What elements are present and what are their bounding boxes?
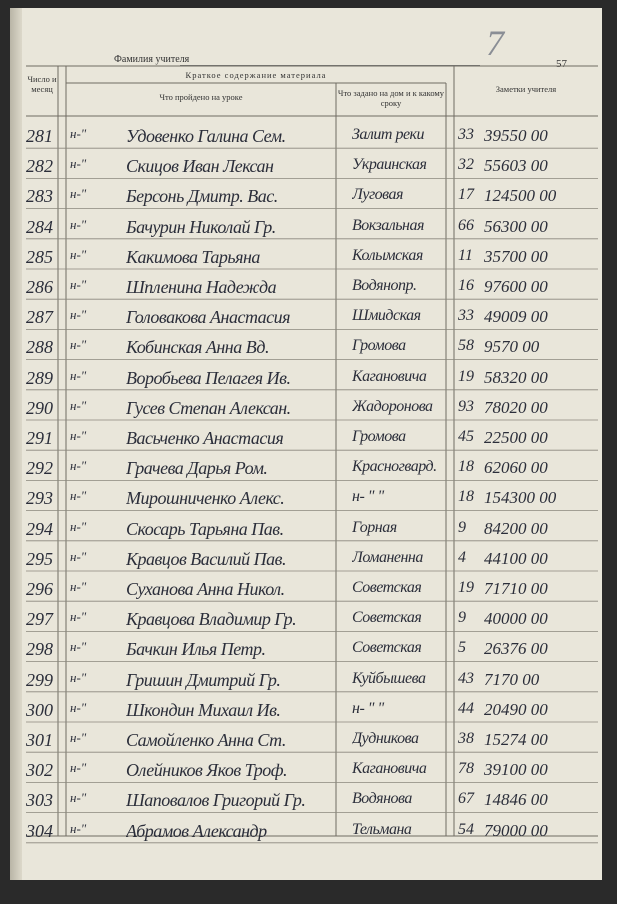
row-number: 293 <box>26 488 53 509</box>
row-street: Вокзальная <box>352 216 424 234</box>
row-number: 283 <box>26 186 53 207</box>
row-house: 67 <box>458 790 474 808</box>
row-street: Советская <box>352 609 422 627</box>
row-sum: 55603 00 <box>484 156 548 176</box>
row-date: н-" <box>70 428 87 443</box>
row-street: Водянопр. <box>352 277 417 294</box>
row-sum: 71710 00 <box>484 579 548 598</box>
row-sum: 49009 00 <box>484 307 548 327</box>
row-name: Гусев Степан Алексан. <box>126 397 291 418</box>
row-sum: 14846 00 <box>484 790 548 810</box>
row-sum: 58320 00 <box>484 367 548 387</box>
row-number: 282 <box>26 156 53 177</box>
row-sum: 124500 00 <box>484 186 557 206</box>
row-house: 4 <box>458 548 466 566</box>
row-house: 32 <box>458 156 474 174</box>
row-street: н- " " <box>352 488 384 506</box>
row-date: н-" <box>70 790 87 806</box>
row-number: 292 <box>26 458 53 479</box>
row-sum: 20490 00 <box>484 699 548 719</box>
row-number: 297 <box>26 609 53 630</box>
row-name: Кобинская Анна Вд. <box>126 337 270 358</box>
row-name: Бачурин Николай Гр. <box>126 216 276 237</box>
row-sum: 79000 00 <box>484 820 548 840</box>
row-date: н-" <box>70 246 87 262</box>
row-sum: 39550 00 <box>484 126 548 145</box>
col-notes-header: Заметки учителя <box>495 84 557 94</box>
row-house: 11 <box>458 246 473 264</box>
row-sum: 22500 00 <box>484 428 548 447</box>
row-house: 58 <box>458 337 474 355</box>
row-number: 284 <box>26 216 53 237</box>
row-sum: 40000 00 <box>484 609 548 629</box>
row-street: Колымская <box>352 246 423 264</box>
row-number: 298 <box>26 639 53 660</box>
row-street: Залит реки <box>352 126 425 143</box>
row-number: 288 <box>26 337 53 358</box>
row-house: 38 <box>458 730 474 747</box>
row-house: 19 <box>458 367 474 385</box>
row-house: 5 <box>458 639 466 657</box>
row-name: Кравцов Василий Пав. <box>126 548 286 569</box>
row-date: н-" <box>70 669 87 685</box>
row-date: н-" <box>70 820 87 836</box>
row-name: Абрамов Александр <box>126 820 267 841</box>
row-street: Украинская <box>352 156 427 174</box>
row-date: н-" <box>70 518 87 534</box>
row-name: Скосарь Тарьяна Пав. <box>126 518 284 539</box>
col-date-header: Число и месяц <box>27 74 57 94</box>
row-number: 287 <box>26 307 53 328</box>
row-date: н-" <box>70 277 87 292</box>
row-date: н-" <box>70 156 87 172</box>
row-sum: 78020 00 <box>484 397 548 417</box>
row-date: н-" <box>70 216 87 232</box>
row-street: Дудникова <box>352 730 419 747</box>
row-sum: 44100 00 <box>484 548 548 568</box>
row-house: 66 <box>458 216 474 234</box>
row-date: н-" <box>70 337 87 353</box>
row-number: 290 <box>26 397 53 418</box>
row-house: 9 <box>458 609 466 627</box>
row-name: Бачкин Илья Петр. <box>126 639 266 660</box>
row-street: н- " " <box>352 699 384 717</box>
row-date: н-" <box>70 458 87 474</box>
row-name: Берсонь Дмитр. Вас. <box>126 186 278 207</box>
row-date: н-" <box>70 367 87 383</box>
row-name: Суханова Анна Никол. <box>126 579 285 599</box>
row-name: Самойленко Анна Ст. <box>126 730 286 750</box>
row-house: 78 <box>458 760 474 778</box>
row-street: Шмидская <box>352 307 421 325</box>
row-street: Ломаненна <box>352 548 423 566</box>
row-name: Кравцова Владимир Гр. <box>126 609 297 630</box>
row-number: 295 <box>26 548 53 569</box>
row-date: н-" <box>70 397 87 413</box>
row-house: 17 <box>458 186 474 204</box>
row-date: н-" <box>70 307 87 323</box>
row-house: 45 <box>458 428 474 445</box>
row-date: н-" <box>70 548 87 564</box>
row-house: 9 <box>458 518 466 536</box>
row-date: н-" <box>70 760 87 776</box>
row-number: 294 <box>26 518 53 539</box>
page-number: 57 <box>556 58 567 70</box>
row-name: Шпленина Надежда <box>126 277 277 297</box>
row-street: Горная <box>352 518 397 536</box>
row-number: 299 <box>26 669 53 690</box>
col-homework-header: Что задано на дом и к какому сроку <box>337 88 445 108</box>
row-name: Мирошниченко Алекс. <box>126 488 285 509</box>
row-number: 302 <box>26 760 53 781</box>
row-house: 33 <box>458 307 474 325</box>
row-name: Грачева Дарья Ром. <box>126 458 268 479</box>
row-number: 304 <box>26 820 53 841</box>
row-number: 301 <box>26 730 53 750</box>
row-sum: 39100 00 <box>484 760 548 780</box>
row-name: Олейников Яков Троф. <box>126 760 287 781</box>
row-date: н-" <box>70 186 87 202</box>
row-street: Кагановича <box>352 367 427 385</box>
teacher-label: Фамилия учителя <box>114 54 190 65</box>
row-street: Куйбышева <box>352 669 426 687</box>
row-number: 300 <box>26 699 53 720</box>
row-house: 54 <box>458 820 474 838</box>
row-sum: 9570 00 <box>484 337 540 357</box>
row-street: Тельмана <box>352 820 412 838</box>
row-street: Водянова <box>352 790 412 808</box>
row-number: 281 <box>26 126 53 146</box>
row-street: Советская <box>352 639 422 657</box>
row-sum: 84200 00 <box>484 518 548 538</box>
row-sum: 7170 00 <box>484 669 540 689</box>
row-street: Громова <box>352 428 406 445</box>
row-street: Красногвард. <box>352 458 437 476</box>
row-number: 291 <box>26 428 53 448</box>
row-number: 296 <box>26 579 53 599</box>
row-number: 303 <box>26 790 53 811</box>
row-name: Какимова Тарьяна <box>126 246 260 267</box>
row-number: 286 <box>26 277 53 297</box>
col-summary-header: Краткое содержание материала <box>185 70 327 80</box>
row-date: н-" <box>70 730 87 745</box>
row-house: 93 <box>458 397 474 415</box>
row-date: н-" <box>70 126 87 141</box>
row-sum: 15274 00 <box>484 730 548 749</box>
row-street: Кагановича <box>352 760 427 778</box>
row-house: 43 <box>458 669 474 687</box>
row-date: н-" <box>70 639 87 655</box>
row-sum: 35700 00 <box>484 246 548 266</box>
row-street: Жадоронова <box>352 397 433 415</box>
row-number: 285 <box>26 246 53 267</box>
row-date: н-" <box>70 488 87 504</box>
row-name: Воробьева Пелагея Ив. <box>126 367 291 388</box>
row-name: Гришин Дмитрий Гр. <box>126 669 281 690</box>
row-house: 19 <box>458 579 474 596</box>
row-date: н-" <box>70 699 87 715</box>
row-sum: 62060 00 <box>484 458 548 478</box>
row-number: 289 <box>26 367 53 388</box>
row-name: Шкондин Михаил Ив. <box>126 699 281 720</box>
row-house: 44 <box>458 699 474 717</box>
col-covered-header: Что пройдено на уроке <box>159 92 243 102</box>
row-street: Громова <box>352 337 406 355</box>
row-date: н-" <box>70 579 87 594</box>
ledger-page <box>10 8 602 880</box>
row-name: Васьченко Анастасия <box>126 428 284 448</box>
row-street: Луговая <box>352 186 403 204</box>
row-date: н-" <box>70 609 87 625</box>
row-sum: 97600 00 <box>484 277 548 296</box>
row-name: Удовенко Галина Сем. <box>126 126 286 146</box>
handwritten-mark: 7 <box>486 23 504 63</box>
row-street: Советская <box>352 579 422 596</box>
row-house: 18 <box>458 488 474 506</box>
row-house: 33 <box>458 126 474 143</box>
row-house: 18 <box>458 458 474 476</box>
row-sum: 154300 00 <box>484 488 557 508</box>
row-house: 16 <box>458 277 474 294</box>
row-sum: 26376 00 <box>484 639 548 659</box>
row-name: Головакова Анастасия <box>126 307 291 328</box>
row-name: Скицов Иван Лексан <box>126 156 274 177</box>
row-sum: 56300 00 <box>484 216 548 236</box>
row-name: Шаповалов Григорий Гр. <box>126 790 306 811</box>
